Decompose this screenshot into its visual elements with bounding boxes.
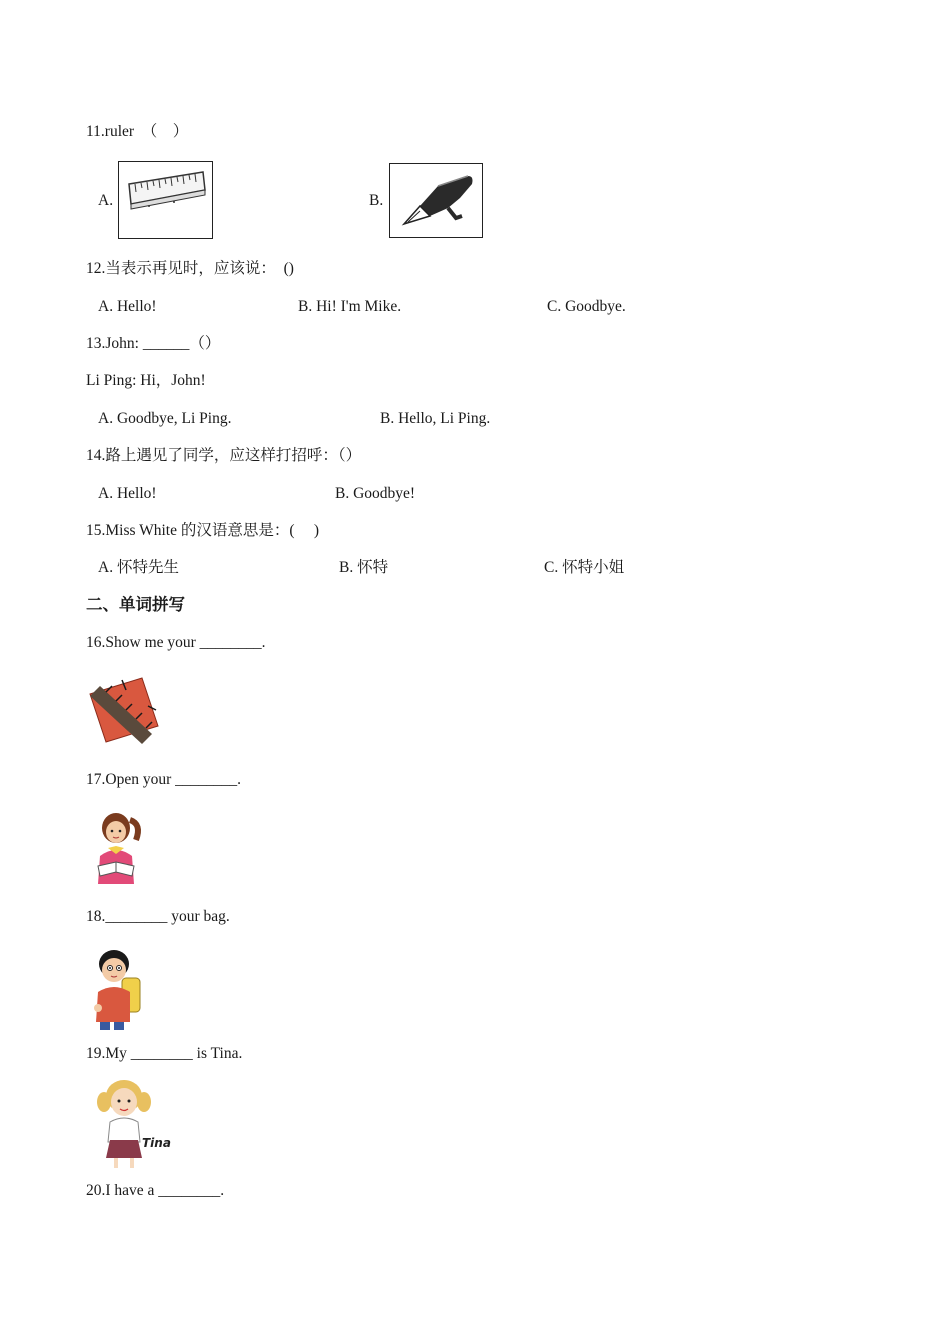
question-13-stem: 13.John: ______（） xyxy=(86,335,221,352)
question-14-option-a: A. Hello! xyxy=(98,485,157,502)
question-12-stem: 12.当表示再见时，应该说： () xyxy=(86,260,294,277)
tina-caption: Tina xyxy=(142,1136,171,1150)
section-2-title: 二、单词拼写 xyxy=(86,595,185,614)
ruler-book-icon xyxy=(86,672,162,748)
question-19-text: 19.My ________ is Tina. xyxy=(86,1045,243,1062)
question-18-text: 18.________ your bag. xyxy=(86,908,230,925)
question-15-option-a: A. 怀特先生 xyxy=(98,559,179,576)
question-15-option-b: B. 怀特 xyxy=(339,559,389,576)
question-11-stem: 11.ruler （ ） xyxy=(86,123,189,140)
question-17-text: 17.Open your ________. xyxy=(86,771,241,788)
girl-tina-icon xyxy=(86,1072,176,1170)
question-13-option-a: A. Goodbye, Li Ping. xyxy=(98,410,232,427)
boy-with-backpack-icon xyxy=(86,942,150,1032)
question-11-option-a-label: A. xyxy=(98,192,114,209)
question-20-text: 20.I have a ________. xyxy=(86,1182,225,1199)
fountain-pen-icon xyxy=(389,163,483,238)
question-12-option-b: B. Hi! I'm Mike. xyxy=(298,298,402,315)
girl-reading-book-icon xyxy=(86,806,152,886)
question-15-option-c: C. 怀特小姐 xyxy=(544,559,625,576)
question-13-dialogue: Li Ping: Hi，John! xyxy=(86,372,206,389)
question-12-option-c: C. Goodbye. xyxy=(547,298,626,315)
question-12-option-a: A. Hello! xyxy=(98,298,157,315)
question-15-stem: 15.Miss White 的汉语意思是：( ) xyxy=(86,522,320,539)
question-16-text: 16.Show me your ________. xyxy=(86,634,266,651)
question-14-option-b: B. Goodbye! xyxy=(335,485,416,502)
question-11-option-b-label: B. xyxy=(369,192,384,209)
question-13-option-b: B. Hello, Li Ping. xyxy=(380,410,491,427)
ruler-icon xyxy=(118,161,213,239)
question-14-stem: 14.路上遇见了同学，应这样打招呼：（） xyxy=(86,447,362,464)
